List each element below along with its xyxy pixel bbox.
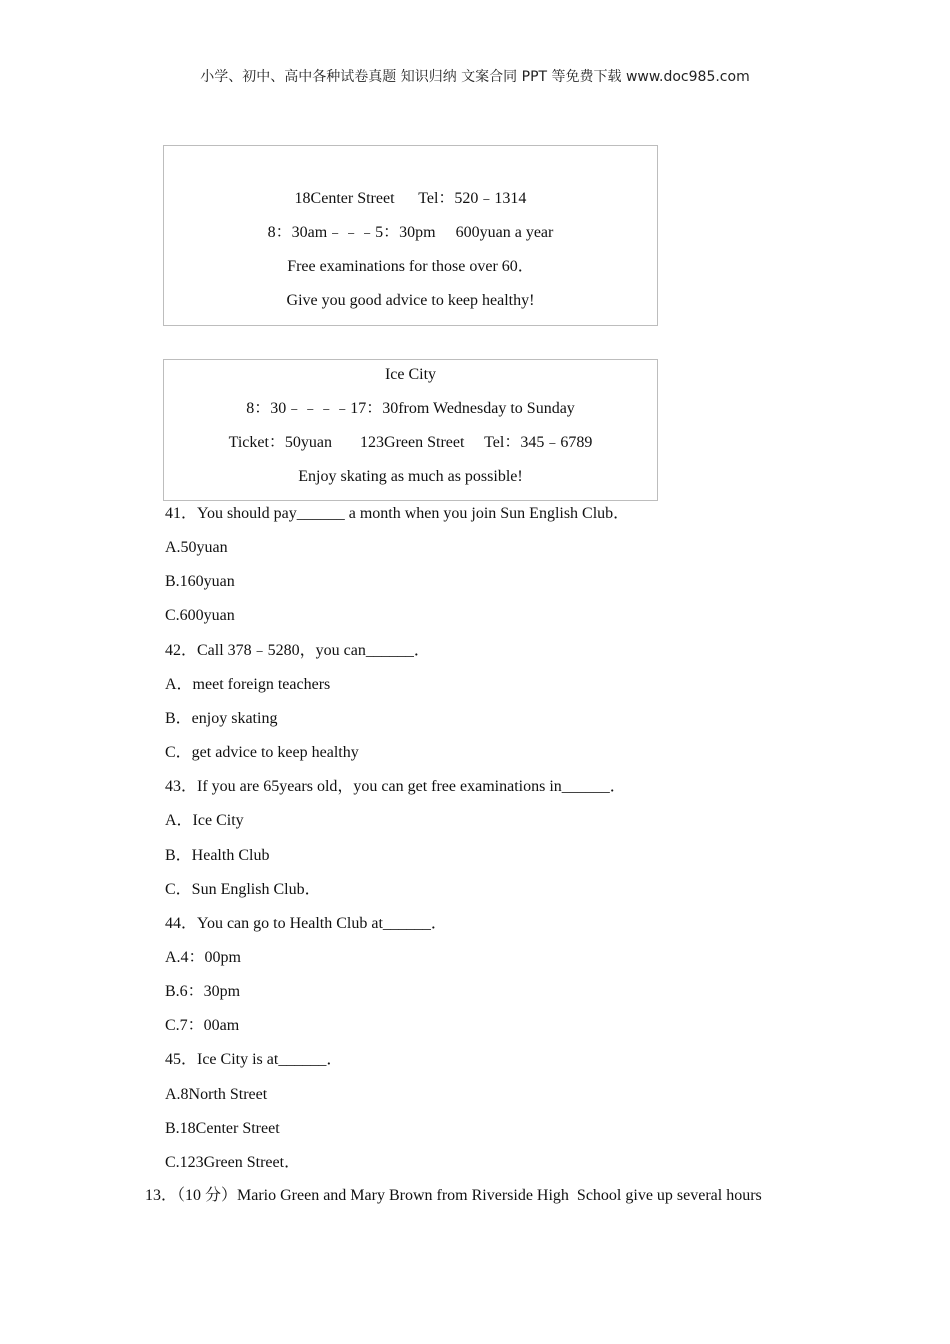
question-42-option-c: C．get advice to keep healthy bbox=[165, 744, 359, 761]
question-45-stem: 45．Ice City is at______． bbox=[165, 1051, 343, 1068]
question-44-stem: 44．You can go to Health Club at______． bbox=[165, 915, 447, 932]
health-club-hours-fee: 8：30am﹣﹣﹣5：30pm 600yuan a year bbox=[267, 224, 554, 241]
question-41-option-a: A.50yuan bbox=[165, 539, 228, 556]
ice-city-hours: 8：30﹣﹣﹣﹣17：30from Wednesday to Sunday bbox=[246, 400, 575, 417]
ice-city-slogan: Enjoy skating as much as possible! bbox=[298, 468, 523, 485]
question-43-option-a: A．Ice City bbox=[165, 812, 244, 829]
health-club-ad bbox=[163, 145, 658, 326]
ice-city-ticket-address-tel: Ticket：50yuan 123Green Street Tel：345﹣6789 bbox=[228, 434, 593, 451]
question-41-option-c: C.600yuan bbox=[165, 607, 235, 624]
health-club-address-tel: 18Center Street Tel：520﹣1314 bbox=[294, 190, 527, 207]
health-club-offer: Free examinations for those over 60． bbox=[287, 258, 534, 275]
ice-city-title: Ice City bbox=[384, 366, 437, 383]
page-header: 小学、初中、高中各种试卷真题 知识归纳 文案合同 PPT 等免费下载 www.doc985.com bbox=[200, 69, 750, 85]
question-44-option-a: A.4：00pm bbox=[165, 949, 242, 966]
question-44-option-b: B.6：30pm bbox=[165, 983, 241, 1000]
question-43-option-b: B．Health Club bbox=[165, 847, 270, 864]
question-45-option-b: B.18Center Street bbox=[165, 1120, 280, 1137]
question-13-stem: 13．（10 分）Mario Green and Mary Brown from Riverside High School give up several hours bbox=[145, 1187, 762, 1204]
question-44-option-c: C.7：00am bbox=[165, 1017, 240, 1034]
question-41-option-b: B.160yuan bbox=[165, 573, 235, 590]
question-42-stem: 42．Call 378﹣5280，you can______． bbox=[165, 642, 430, 659]
question-42-option-a: A．meet foreign teachers bbox=[165, 676, 331, 693]
ice-city-ad bbox=[163, 359, 658, 501]
question-43-stem: 43．If you are 65years old，you can get free examinations in______． bbox=[165, 778, 626, 795]
question-45-option-a: A.8North Street bbox=[165, 1086, 268, 1103]
question-42-option-b: B．enjoy skating bbox=[165, 710, 278, 727]
question-41-stem: 41．You should pay______ a month when you join Sun English Club． bbox=[165, 505, 630, 522]
health-club-slogan: Give you good advice to keep healthy! bbox=[286, 292, 535, 309]
question-45-option-c: C.123Green Street． bbox=[165, 1154, 301, 1171]
question-43-option-c: C．Sun English Club． bbox=[165, 881, 321, 898]
